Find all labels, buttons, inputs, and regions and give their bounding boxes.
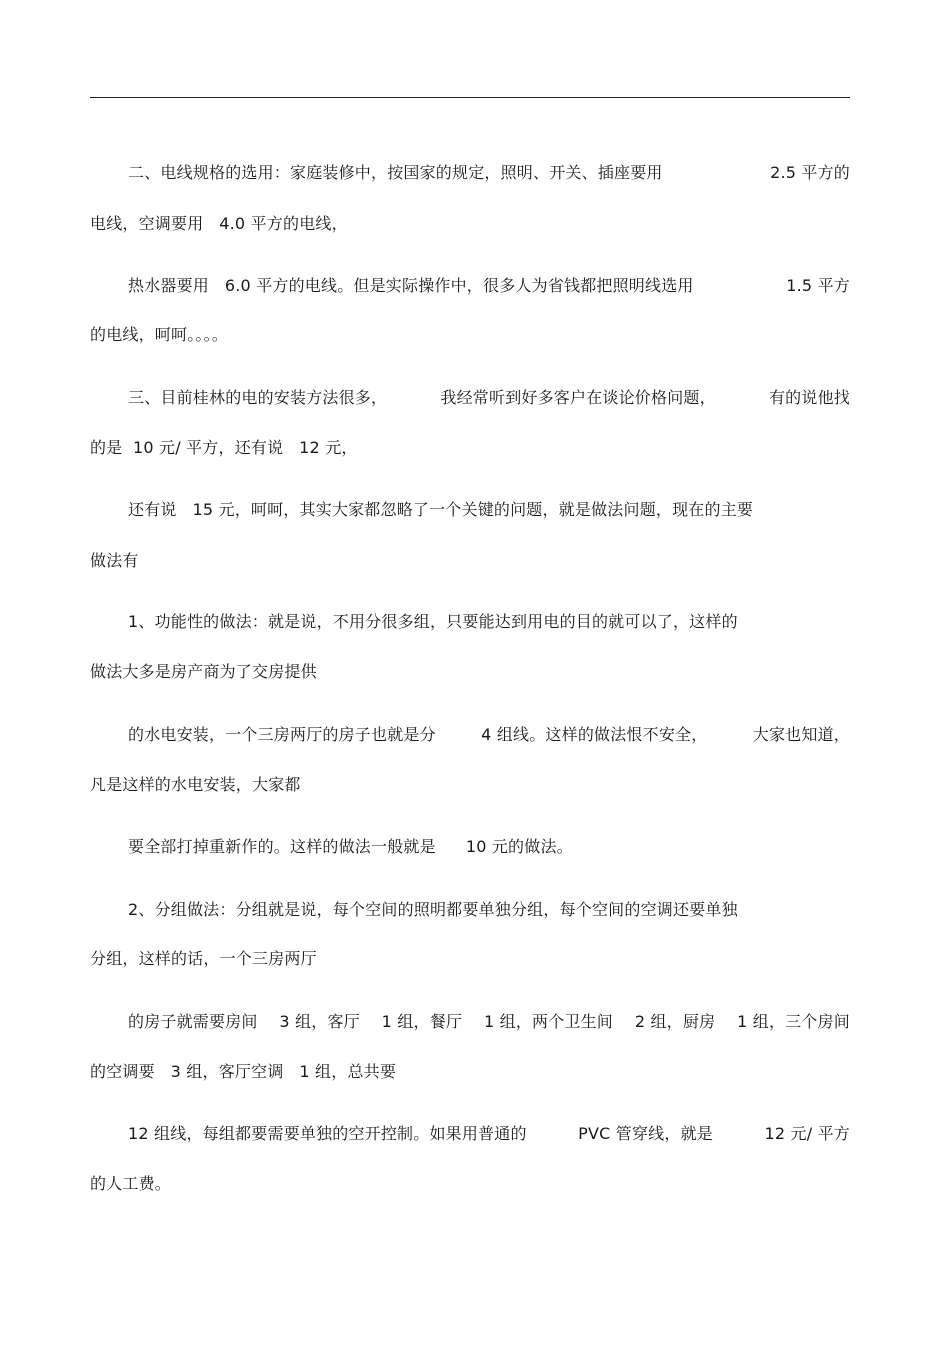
text-segment: 12 组线，每组都要需要单独的空开控制。如果用普通的 <box>128 1124 527 1143</box>
text-segment: 的房子就需要房间 <box>128 1012 258 1031</box>
text-segment: 1 组，餐厅 <box>381 1012 463 1031</box>
text-segment: 1 组，三个房间 <box>737 1012 850 1031</box>
paragraph-7-line-1 <box>128 837 573 857</box>
paragraph-2-line-2: 的电线，呵呵。。。。 <box>90 325 229 344</box>
paragraph-6-line-2: 凡是这样的水电安装，大家都 <box>90 775 301 794</box>
paragraph-10-line-2: 的人工费。 <box>90 1174 172 1193</box>
text-segment: 三、目前桂林的电的安装方法很多， <box>128 388 388 407</box>
text-segment: 2 组，厨房 <box>634 1012 716 1031</box>
text-segment: 我经常听到好多客户在谈论价格问题， <box>440 388 716 407</box>
text-segment: 12 元/ 平方 <box>764 1124 850 1143</box>
text-segment: 二、电线规格的选用：家庭装修中，按国家的规定，照明、开关、插座要用 <box>128 163 663 182</box>
paragraph-3-line-1 <box>128 388 850 408</box>
text-segment: 的水电安装，一个三房两厅的房子也就是分 <box>128 725 436 744</box>
text-segment: 热水器要用 6.0 平方的电线。但是实际操作中，很多人为省钱都把照明线选用 <box>128 276 694 295</box>
text-segment: 2.5 平方的 <box>770 163 850 182</box>
header-rule <box>90 97 850 98</box>
paragraph-6-line-1 <box>128 725 850 745</box>
paragraph-3-line-2: 的是 10 元/ 平方，还有说 12 元， <box>90 438 358 457</box>
text-segment: 1 组，两个卫生间 <box>483 1012 614 1031</box>
paragraph-10-line-1 <box>128 1124 850 1144</box>
text-segment: 4 组线。这样的做法恨不安全， <box>481 725 708 744</box>
paragraph-4-line-2: 做法有 <box>90 551 139 570</box>
paragraph-8-line-2: 分组，这样的话，一个三房两厅 <box>90 949 317 968</box>
paragraph-5-line-1: 1、功能性的做法：就是说，不用分很多组，只要能达到用电的目的就可以了，这样的 <box>128 612 738 631</box>
text-segment: 要全部打掉重新作的。这样的做法一般就是 <box>128 837 436 856</box>
text-segment: 有的说他找 <box>768 388 850 407</box>
text-segment: 10 元的做法。 <box>465 837 573 856</box>
paragraph-9-line-1 <box>128 1012 850 1032</box>
paragraph-1-line-1 <box>128 163 850 183</box>
paragraph-5-line-2: 做法大多是房产商为了交房提供 <box>90 662 317 681</box>
paragraph-4-line-1: 还有说 15 元，呵呵，其实大家都忽略了一个关键的问题，就是做法问题，现在的主要 <box>128 500 754 519</box>
text-segment: PVC 管穿线，就是 <box>578 1124 713 1143</box>
paragraph-9-line-2: 的空调要 3 组，客厅空调 1 组，总共要 <box>90 1062 397 1081</box>
text-segment: 3 组，客厅 <box>279 1012 360 1031</box>
paragraph-1-line-2: 电线，空调要用 4.0 平方的电线， <box>90 214 348 233</box>
paragraph-2-line-1 <box>128 276 850 296</box>
text-segment: 1.5 平方 <box>786 276 850 295</box>
paragraph-8-line-1: 2、分组做法：分组就是说，每个空间的照明都要单独分组，每个空间的空调还要单独 <box>128 900 738 919</box>
text-segment: 大家也知道， <box>752 725 850 744</box>
